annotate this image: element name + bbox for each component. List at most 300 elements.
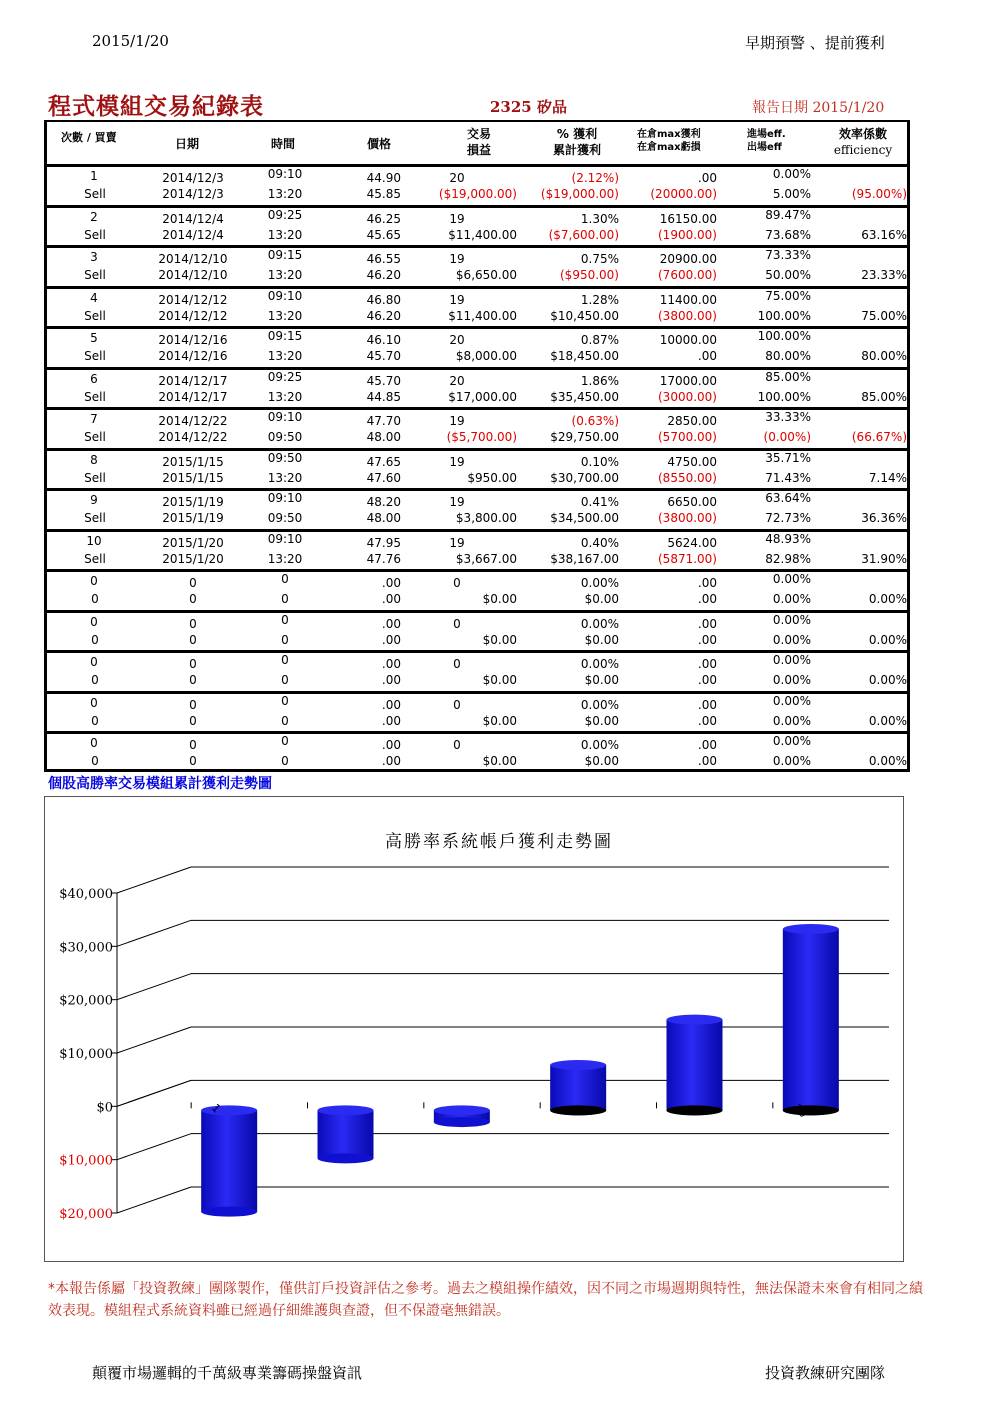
cell-side: Sell bbox=[84, 187, 106, 201]
cell-max-loss: (3000.00) bbox=[658, 389, 717, 404]
cell-max-gain: .00 bbox=[697, 576, 717, 590]
cell-price-in: .00 bbox=[381, 576, 401, 590]
col-pnl-line2: 損益 bbox=[466, 143, 491, 157]
cell-time-out: 13:20 bbox=[267, 349, 303, 363]
cell-side: Sell bbox=[84, 430, 106, 444]
cell-max-gain: .00 bbox=[697, 738, 717, 752]
cell-coef: 31.90% bbox=[861, 551, 907, 566]
bar-top-ellipse bbox=[783, 924, 839, 934]
cell-pnl: $0.00 bbox=[482, 754, 517, 768]
cell-time-in: 09:15 bbox=[267, 329, 303, 343]
cell-eff-out: 100.00% bbox=[757, 308, 811, 323]
cell-pct: 0.75% bbox=[580, 252, 619, 266]
cell-coef: 63.16% bbox=[861, 227, 907, 242]
cell-date-in: 2014/12/16 bbox=[158, 333, 228, 347]
cell-eff-out: 73.68% bbox=[765, 227, 811, 242]
cell-price-out: .00 bbox=[381, 713, 401, 728]
cell-eff-out: 80.00% bbox=[765, 349, 811, 363]
y-tick-label: $20,000 bbox=[59, 993, 113, 1009]
bar bbox=[667, 1020, 723, 1111]
cell-coef: 85.00% bbox=[861, 389, 907, 404]
cell-qty: 0 bbox=[453, 616, 461, 631]
profit-chart bbox=[45, 797, 903, 1261]
cell-date-in: 2015/1/15 bbox=[162, 454, 224, 469]
bar bbox=[318, 1110, 374, 1158]
cell-pct: 0.40% bbox=[580, 535, 619, 550]
cell-time-in: 09:50 bbox=[267, 450, 303, 465]
trade-table bbox=[44, 120, 910, 772]
bar bbox=[550, 1065, 606, 1110]
col-coef bbox=[833, 126, 893, 158]
grid-diagonal bbox=[117, 1027, 191, 1053]
trade-row bbox=[47, 164, 907, 204]
col-pnl bbox=[463, 126, 495, 158]
cell-cum: $38,167.00 bbox=[550, 551, 619, 566]
cell-price-out: 45.70 bbox=[366, 349, 401, 363]
cell-qty: 19 bbox=[449, 292, 465, 307]
cell-qty: 19 bbox=[449, 535, 465, 550]
cell-eff-out: 50.00% bbox=[765, 268, 811, 282]
cell-coef: 36.36% bbox=[861, 511, 907, 525]
cell-date-in: 2014/12/17 bbox=[158, 373, 228, 388]
cell-time-in: 09:10 bbox=[267, 410, 303, 424]
cell-price-in: 46.80 bbox=[366, 292, 401, 307]
disclaimer: *本報告係屬「投資教練」團隊製作，僅供訂戶投資評估之參考。過去之模組操作績效，因不同之市場週期與特性，無法保證未來會有相同之績效表現。模組程式系統資料雖已經過仔細維護與查證，但不保證毫無錯誤。 bbox=[48, 1281, 923, 1319]
cell-date-in: 2014/12/10 bbox=[158, 252, 228, 266]
cell-pnl: $0.00 bbox=[482, 632, 517, 647]
cell-price-in: 47.95 bbox=[366, 535, 401, 550]
bar-top-ellipse bbox=[318, 1105, 374, 1115]
cell-side: Sell bbox=[84, 470, 106, 485]
report-date: 報告日期 2015/1/20 bbox=[752, 100, 885, 116]
cell-eff-in: 100.00% bbox=[757, 329, 811, 343]
bar-top-ellipse bbox=[667, 1015, 723, 1025]
cell-price-out: 45.65 bbox=[366, 227, 401, 242]
cell-date-out: 2014/12/16 bbox=[158, 349, 228, 363]
cell-max-loss: (5700.00) bbox=[658, 430, 717, 444]
cell-date-out: 0 bbox=[189, 713, 197, 728]
cell-pnl: $11,400.00 bbox=[448, 227, 517, 242]
cell-pnl: $8,000.00 bbox=[455, 349, 517, 363]
cell-max-loss: .00 bbox=[697, 632, 717, 647]
cell-eff-in: 85.00% bbox=[765, 369, 811, 384]
cell-max-loss: .00 bbox=[697, 592, 717, 606]
cell-date-out: 0 bbox=[189, 632, 197, 647]
cell-cum: $18,450.00 bbox=[550, 349, 619, 363]
cell-date-out: 2015/1/19 bbox=[162, 511, 224, 525]
cell-price-out: 47.76 bbox=[366, 551, 401, 566]
cell-coef: 23.33% bbox=[861, 268, 907, 282]
cell-max-gain: 17000.00 bbox=[659, 373, 717, 388]
cell-qty: 19 bbox=[449, 454, 465, 469]
cell-no: 4 bbox=[90, 290, 98, 305]
cell-pct: (0.63%) bbox=[571, 414, 619, 428]
cell-time-out: 09:50 bbox=[267, 430, 303, 444]
header-slogan: 早期預警 、提前獲利 bbox=[745, 34, 885, 52]
col-count: 次數 / 買賣 bbox=[61, 131, 117, 144]
header-date: 2015/1/20 bbox=[92, 32, 169, 50]
grid-diagonal bbox=[117, 1134, 191, 1160]
cell-time-in: 0 bbox=[281, 734, 289, 748]
col-eff-line2: 出場eff bbox=[747, 142, 782, 153]
cell-no: 5 bbox=[90, 331, 98, 345]
cell-coef: 0.00% bbox=[868, 754, 907, 768]
cell-coef: 80.00% bbox=[861, 349, 907, 363]
cell-price-out: 45.85 bbox=[366, 187, 401, 201]
cell-max-loss: (3800.00) bbox=[658, 511, 717, 525]
cell-eff-out: 0.00% bbox=[772, 632, 811, 647]
cell-price-out: 44.85 bbox=[366, 389, 401, 404]
cell-pct: 1.28% bbox=[580, 292, 619, 307]
trade-row bbox=[47, 326, 907, 366]
cell-no: 8 bbox=[90, 452, 98, 467]
cell-no: 3 bbox=[90, 250, 98, 264]
cell-max-loss: (3800.00) bbox=[658, 308, 717, 323]
cell-no: 1 bbox=[90, 169, 98, 183]
trade-row bbox=[47, 245, 907, 285]
footer-right: 投資教練研究團隊 bbox=[765, 1364, 886, 1382]
cell-eff-in: 35.71% bbox=[765, 450, 811, 465]
cell-max-loss: (8550.00) bbox=[658, 470, 717, 485]
col-coef-line1: 效率係數 bbox=[838, 127, 887, 141]
cell-date-out: 2014/12/12 bbox=[158, 308, 228, 323]
y-tick-label: $40,000 bbox=[59, 887, 113, 902]
x-tick-label: 10 bbox=[790, 1101, 810, 1121]
cell-eff-out: 100.00% bbox=[757, 389, 811, 404]
y-tick-label: $0 bbox=[96, 1100, 113, 1116]
cell-date-out: 2014/12/10 bbox=[158, 268, 228, 282]
x-tick-label: 1 bbox=[209, 1101, 224, 1116]
y-tick-label: $10,000 bbox=[59, 1047, 113, 1062]
bar bbox=[783, 929, 839, 1110]
bar-bottom-ellipse bbox=[434, 1117, 490, 1127]
cell-pnl: ($5,700.00) bbox=[446, 430, 517, 444]
cell-date-in: 2015/1/19 bbox=[162, 495, 224, 509]
cell-coef: 7.14% bbox=[868, 470, 907, 485]
cell-time-out: 13:20 bbox=[267, 308, 303, 323]
grid-diagonal bbox=[117, 1187, 191, 1213]
cell-time-out: 09:50 bbox=[267, 511, 303, 525]
cell-max-loss: (5871.00) bbox=[658, 551, 717, 566]
cell-qty: 19 bbox=[449, 211, 465, 226]
cell-side: Sell bbox=[84, 268, 106, 282]
cell-date-out: 2015/1/15 bbox=[162, 470, 224, 485]
cell-price-out: .00 bbox=[381, 592, 401, 606]
cell-price-out: .00 bbox=[381, 754, 401, 768]
cell-eff-in: 0.00% bbox=[772, 693, 811, 708]
chart-section-title: 個股高勝率交易模組累計獲利走勢圖 bbox=[48, 776, 272, 792]
cell-pnl: $0.00 bbox=[482, 592, 517, 606]
cell-date-out: 2014/12/3 bbox=[162, 187, 224, 201]
cell-max-loss: .00 bbox=[697, 673, 717, 687]
trade-row bbox=[47, 286, 907, 326]
cell-cum: $29,750.00 bbox=[550, 430, 619, 444]
cell-time-out: 13:20 bbox=[267, 187, 303, 201]
grid-diagonal bbox=[117, 867, 191, 893]
cell-coef: (66.67%) bbox=[851, 430, 907, 444]
trade-row bbox=[47, 691, 907, 731]
cell-time-in: 0 bbox=[281, 653, 289, 667]
cell-max-gain: 11400.00 bbox=[659, 292, 717, 307]
cell-eff-out: 71.43% bbox=[765, 470, 811, 485]
bar-bottom-ellipse bbox=[550, 1105, 606, 1115]
cell-time-in: 09:10 bbox=[267, 531, 303, 546]
cell-price-out: 48.00 bbox=[366, 430, 401, 444]
cell-eff-out: 0.00% bbox=[772, 673, 811, 687]
cell-eff-out: 0.00% bbox=[772, 592, 811, 606]
cell-time-out: 0 bbox=[281, 754, 289, 768]
cell-pnl: $11,400.00 bbox=[448, 308, 517, 323]
bar-bottom-ellipse bbox=[667, 1105, 723, 1115]
trade-row bbox=[47, 448, 907, 488]
cell-date-in: 0 bbox=[189, 657, 197, 671]
cell-pnl: $950.00 bbox=[467, 470, 517, 485]
cell-price-in: .00 bbox=[381, 738, 401, 752]
cell-side: 0 bbox=[91, 754, 99, 768]
cell-eff-in: 0.00% bbox=[772, 734, 811, 748]
bar-bottom-ellipse bbox=[318, 1153, 374, 1163]
stock-name: 2325 矽品 bbox=[490, 98, 567, 116]
cell-max-loss: .00 bbox=[697, 349, 717, 363]
cell-price-in: .00 bbox=[381, 657, 401, 671]
cell-price-out: 48.00 bbox=[366, 511, 401, 525]
cell-eff-out: 0.00% bbox=[772, 754, 811, 768]
cell-price-in: 46.55 bbox=[366, 252, 401, 266]
cell-eff-in: 75.00% bbox=[765, 288, 811, 303]
cell-side: Sell bbox=[84, 551, 106, 566]
cell-date-out: 0 bbox=[189, 754, 197, 768]
cell-cum: ($950.00) bbox=[560, 268, 619, 282]
cell-max-gain: .00 bbox=[697, 616, 717, 631]
cell-date-in: 0 bbox=[189, 738, 197, 752]
cell-pct: 0.00% bbox=[580, 697, 619, 712]
cell-pct: 0.00% bbox=[580, 576, 619, 590]
bar-bottom-ellipse bbox=[201, 1207, 257, 1217]
cell-coef: 0.00% bbox=[868, 673, 907, 687]
cell-pct: (2.12%) bbox=[571, 171, 619, 185]
cell-eff-in: 0.00% bbox=[772, 572, 811, 586]
cell-no: 2 bbox=[90, 209, 98, 224]
trade-row bbox=[47, 731, 907, 771]
cell-price-in: 46.10 bbox=[366, 333, 401, 347]
cell-pnl: $17,000.00 bbox=[448, 389, 517, 404]
cell-time-in: 09:10 bbox=[267, 167, 303, 181]
cell-no: 7 bbox=[90, 412, 98, 426]
grid-diagonal bbox=[117, 920, 191, 946]
cell-eff-in: 48.93% bbox=[765, 531, 811, 546]
cell-side: Sell bbox=[84, 389, 106, 404]
cell-date-in: 2015/1/20 bbox=[162, 535, 224, 550]
cell-max-loss: .00 bbox=[697, 713, 717, 728]
cell-time-in: 09:10 bbox=[267, 288, 303, 303]
trade-row bbox=[47, 367, 907, 407]
cell-max-loss: (1900.00) bbox=[658, 227, 717, 242]
cell-cum: $0.00 bbox=[584, 632, 619, 647]
cell-eff-out: 5.00% bbox=[772, 187, 811, 201]
trade-row bbox=[47, 205, 907, 245]
col-eff-line1: 進場eff. bbox=[747, 129, 786, 140]
cell-side: Sell bbox=[84, 227, 106, 242]
cell-pnl: $0.00 bbox=[482, 713, 517, 728]
cell-no: 6 bbox=[90, 371, 98, 386]
col-eff bbox=[747, 128, 786, 154]
cell-max-gain: 5624.00 bbox=[667, 535, 717, 550]
col-max bbox=[637, 128, 701, 154]
cell-price-in: 44.90 bbox=[366, 171, 401, 185]
cell-price-in: 46.25 bbox=[366, 211, 401, 226]
cell-max-gain: 6650.00 bbox=[667, 495, 717, 509]
cell-no: 0 bbox=[90, 614, 98, 629]
cell-cum: ($19,000.00) bbox=[540, 187, 619, 201]
cell-max-gain: 20900.00 bbox=[659, 252, 717, 266]
cell-price-out: .00 bbox=[381, 632, 401, 647]
cell-max-loss: (20000.00) bbox=[650, 187, 717, 201]
cell-no: 0 bbox=[90, 574, 98, 588]
trade-row bbox=[47, 610, 907, 650]
col-pct-line2: 累計獲利 bbox=[552, 143, 601, 157]
cell-no: 9 bbox=[90, 493, 98, 507]
cell-no: 0 bbox=[90, 655, 98, 669]
cell-pct: 0.41% bbox=[580, 495, 619, 509]
grid-diagonal bbox=[117, 974, 191, 1000]
cell-date-out: 2014/12/4 bbox=[162, 227, 224, 242]
cell-side: 0 bbox=[91, 673, 99, 687]
col-date: 日期 bbox=[175, 137, 200, 151]
cell-price-in: 47.65 bbox=[366, 454, 401, 469]
cell-price-in: .00 bbox=[381, 697, 401, 712]
cell-cum: $0.00 bbox=[584, 754, 619, 768]
cell-qty: 0 bbox=[453, 576, 461, 590]
bar-top-ellipse bbox=[434, 1105, 490, 1115]
cell-price-in: .00 bbox=[381, 616, 401, 631]
cell-time-in: 0 bbox=[281, 612, 289, 627]
y-tick-label: $30,000 bbox=[59, 940, 113, 956]
cell-time-in: 09:25 bbox=[267, 369, 303, 384]
cell-date-in: 0 bbox=[189, 616, 197, 631]
cell-side: Sell bbox=[84, 349, 106, 363]
cell-cum: $0.00 bbox=[584, 673, 619, 687]
cell-price-out: .00 bbox=[381, 673, 401, 687]
cell-qty: 20 bbox=[449, 333, 465, 347]
cell-qty: 0 bbox=[453, 657, 461, 671]
cell-qty: 20 bbox=[449, 171, 465, 185]
bar bbox=[201, 1110, 257, 1211]
cell-max-gain: .00 bbox=[697, 171, 717, 185]
cell-date-in: 2014/12/4 bbox=[162, 211, 224, 226]
cell-pnl: $3,800.00 bbox=[455, 511, 517, 525]
cell-time-out: 13:20 bbox=[267, 227, 303, 242]
cell-time-out: 0 bbox=[281, 592, 289, 606]
cell-eff-in: 73.33% bbox=[765, 248, 811, 262]
trade-row bbox=[47, 569, 907, 609]
cell-max-gain: 16150.00 bbox=[659, 211, 717, 226]
cell-pct: 1.86% bbox=[580, 373, 619, 388]
y-tick-label: $10,000 bbox=[59, 1153, 113, 1169]
cell-price-out: 46.20 bbox=[366, 308, 401, 323]
page-title: 程式模組交易紀錄表 bbox=[48, 93, 264, 120]
cell-max-gain: .00 bbox=[697, 657, 717, 671]
cell-side: Sell bbox=[84, 511, 106, 525]
col-price: 價格 bbox=[367, 137, 392, 151]
cell-side: 0 bbox=[91, 713, 99, 728]
cell-eff-in: 89.47% bbox=[765, 207, 811, 222]
cell-cum: $30,700.00 bbox=[550, 470, 619, 485]
cell-pnl: $3,667.00 bbox=[455, 551, 517, 566]
cell-date-in: 2014/12/22 bbox=[158, 414, 228, 428]
cell-date-out: 0 bbox=[189, 592, 197, 606]
col-time: 時間 bbox=[271, 137, 296, 151]
cell-date-in: 0 bbox=[189, 576, 197, 590]
cell-coef: 0.00% bbox=[868, 592, 907, 606]
chart-container bbox=[44, 796, 904, 1262]
cell-date-in: 0 bbox=[189, 697, 197, 712]
cell-cum: $35,450.00 bbox=[550, 389, 619, 404]
footer-left: 顛覆市場邏輯的千萬級專業籌碼操盤資訊 bbox=[92, 1364, 363, 1382]
cell-pct: 1.30% bbox=[580, 211, 619, 226]
cell-cum: $0.00 bbox=[584, 713, 619, 728]
col-max-line2: 在倉max虧損 bbox=[637, 142, 701, 153]
cell-qty: 19 bbox=[449, 495, 465, 509]
trade-row bbox=[47, 407, 907, 447]
cell-time-out: 13:20 bbox=[267, 389, 303, 404]
cell-time-in: 09:10 bbox=[267, 491, 303, 505]
col-pct-line1: % 獲利 bbox=[556, 127, 598, 141]
cell-price-in: 47.70 bbox=[366, 414, 401, 428]
zero-diagonal bbox=[117, 1080, 191, 1106]
cell-date-in: 2014/12/3 bbox=[162, 171, 224, 185]
cell-time-in: 0 bbox=[281, 693, 289, 708]
cell-date-out: 2014/12/17 bbox=[158, 389, 228, 404]
cell-pnl: $6,650.00 bbox=[455, 268, 517, 282]
cell-side: 0 bbox=[91, 592, 99, 606]
cell-eff-in: 63.64% bbox=[765, 491, 811, 505]
cell-max-gain: 2850.00 bbox=[667, 414, 717, 428]
cell-pct: 0.87% bbox=[580, 333, 619, 347]
cell-side: Sell bbox=[84, 308, 106, 323]
cell-eff-out: 0.00% bbox=[772, 713, 811, 728]
col-max-line1: 在倉max獲利 bbox=[637, 129, 701, 140]
cell-max-loss: (7600.00) bbox=[658, 268, 717, 282]
cell-coef: (95.00%) bbox=[851, 187, 907, 201]
cell-eff-in: 0.00% bbox=[772, 653, 811, 667]
trade-row bbox=[47, 488, 907, 528]
cell-max-gain: .00 bbox=[697, 697, 717, 712]
cell-cum: $10,450.00 bbox=[550, 308, 619, 323]
cell-time-out: 13:20 bbox=[267, 470, 303, 485]
cell-date-out: 2015/1/20 bbox=[162, 551, 224, 566]
cell-qty: 20 bbox=[449, 373, 465, 388]
cell-time-in: 09:25 bbox=[267, 207, 303, 222]
cell-coef: 0.00% bbox=[868, 713, 907, 728]
cell-coef: 75.00% bbox=[861, 308, 907, 323]
cell-time-in: 0 bbox=[281, 572, 289, 586]
cell-cum: ($7,600.00) bbox=[548, 227, 619, 242]
y-tick-label: $20,000 bbox=[59, 1207, 113, 1222]
cell-eff-in: 0.00% bbox=[772, 612, 811, 627]
col-pnl-line1: 交易 bbox=[466, 127, 491, 141]
cell-no: 10 bbox=[86, 533, 102, 548]
trade-row bbox=[47, 650, 907, 690]
chart-title: 高勝率系統帳戶獲利走勢圖 bbox=[385, 832, 613, 852]
trade-row bbox=[47, 529, 907, 569]
col-coef-line2: efficiency bbox=[833, 143, 893, 157]
cell-cum: $0.00 bbox=[584, 592, 619, 606]
cell-time-out: 0 bbox=[281, 632, 289, 647]
cell-cum: $34,500.00 bbox=[550, 511, 619, 525]
bar-top-ellipse bbox=[550, 1060, 606, 1070]
cell-eff-out: (0.00%) bbox=[763, 430, 811, 444]
cell-qty: 0 bbox=[453, 738, 461, 752]
